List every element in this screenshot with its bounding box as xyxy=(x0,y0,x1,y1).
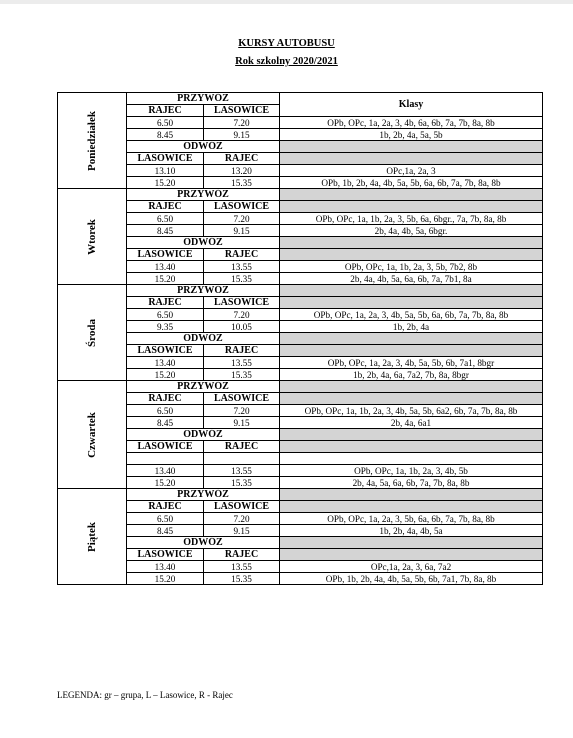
table-row xyxy=(58,297,543,309)
table-row xyxy=(58,249,543,261)
table-row xyxy=(58,333,543,345)
arrival-time: 15.35 xyxy=(204,177,280,189)
departure-time: 6.50 xyxy=(127,513,204,525)
arrival-time: 7.20 xyxy=(204,117,280,129)
table-row xyxy=(58,273,543,285)
klasy-cell: 1b, 2b, 4a, 6a, 7a2, 7b, 8a, 8bgr xyxy=(280,369,543,381)
grey-cell xyxy=(280,297,543,309)
przywoz-header: PRZYWÓZ xyxy=(127,381,280,393)
klasy-cell: OPb, OPc, 1a, 2a, 3, 4b, 6a, 6b, 7a, 7b, 8a, 8b xyxy=(280,117,543,129)
przywoz-header: PRZYWÓZ xyxy=(127,489,280,501)
table-row xyxy=(58,465,543,477)
klasy-cell: OPb, 1b, 2b, 4a, 4b, 5a, 5b, 6a, 6b, 7a, 7b, 8a, 8b xyxy=(280,177,543,189)
rajec-header: RAJEC xyxy=(204,345,280,357)
table-row xyxy=(58,309,543,321)
table-row xyxy=(58,453,543,465)
klasy-cell: OPb, OPc, 1a, 1b, 2a, 3, 5b, 7b2, 8b xyxy=(280,261,543,273)
table-row xyxy=(58,513,543,525)
departure-time: 9.35 xyxy=(127,321,204,333)
klasy-cell: OPc,1a, 2a, 3 xyxy=(280,165,543,177)
day-name: Poniedziałek xyxy=(85,110,98,171)
grey-cell xyxy=(280,381,543,393)
table-row xyxy=(58,237,543,249)
departure-time: 8.45 xyxy=(127,525,204,537)
arrival-time: 7.20 xyxy=(204,309,280,321)
departure-time: 13.40 xyxy=(127,465,204,477)
empty-cell xyxy=(127,453,204,465)
grey-cell xyxy=(280,201,543,213)
table-row xyxy=(58,93,543,105)
arrival-time: 7.20 xyxy=(204,405,280,417)
table-row xyxy=(58,345,543,357)
document-title: KURSY AUTOBUSU xyxy=(238,38,335,49)
table-row xyxy=(58,117,543,129)
table-row xyxy=(58,213,543,225)
odwoz-header: ODWÓZ xyxy=(127,141,280,153)
lasowice-header: LASOWICE xyxy=(127,549,204,561)
day-name: Wtorek xyxy=(85,218,98,255)
rajec-header: RAJEC xyxy=(204,153,280,165)
departure-time: 13.40 xyxy=(127,561,204,573)
klasy-cell: 1b, 2b, 4a, 5a, 5b xyxy=(280,129,543,141)
lasowice-header: LASOWICE xyxy=(127,153,204,165)
day-name: Czwartek xyxy=(85,411,98,458)
grey-cell xyxy=(280,333,543,345)
grey-cell xyxy=(280,489,543,501)
lasowice-header: LASOWICE xyxy=(204,297,280,309)
day-label xyxy=(58,285,127,381)
klasy-cell: OPb, OPc, 1a, 2a, 3, 5b, 6a, 6b, 7a, 7b, 8a, 8b xyxy=(280,513,543,525)
odwoz-header: ODWÓZ xyxy=(127,333,280,345)
rajec-header: RAJEC xyxy=(204,549,280,561)
rajec-header: RAJEC xyxy=(127,393,204,405)
table-row xyxy=(58,417,543,429)
departure-time: 13.40 xyxy=(127,261,204,273)
day-label xyxy=(58,93,127,189)
table-row xyxy=(58,525,543,537)
lasowice-header: LASOWICE xyxy=(127,345,204,357)
arrival-time: 15.35 xyxy=(204,477,280,489)
rajec-header: RAJEC xyxy=(127,201,204,213)
klasy-cell: OPb, OPc, 1a, 1b, 2a, 3, 5b, 6a, 6bgr., 7a, 7b, 8a, 8b xyxy=(280,213,543,225)
arrival-time: 15.35 xyxy=(204,273,280,285)
klasy-cell: 2b, 4a, 4b, 5a, 6a, 6b, 7a, 7b1, 8a xyxy=(280,273,543,285)
grey-cell xyxy=(280,237,543,249)
table-row xyxy=(58,489,543,501)
arrival-time: 13.55 xyxy=(204,561,280,573)
arrival-time: 9.15 xyxy=(204,417,280,429)
klasy-cell: 1b, 2b, 4a, 4b, 5a xyxy=(280,525,543,537)
rajec-header: RAJEC xyxy=(204,249,280,261)
klasy-cell: OPb, OPc, 1a, 1b, 2a, 3, 4b, 5a, 5b, 6a2, 6b, 7a, 7b, 8a, 8b xyxy=(280,405,543,417)
legend-text: LEGENDA: gr – grupa, L – Lasowice, R - Rajec xyxy=(57,690,233,700)
lasowice-header: LASOWICE xyxy=(204,501,280,513)
grey-cell xyxy=(280,549,543,561)
table-row xyxy=(58,393,543,405)
table-row xyxy=(58,405,543,417)
table-row xyxy=(58,165,543,177)
table-row xyxy=(58,261,543,273)
arrival-time: 10.05 xyxy=(204,321,280,333)
klasy-cell: OPb, OPc, 1a, 2a, 3, 4b, 5a, 5b, 6a, 6b, 7a, 7b, 8a, 8b xyxy=(280,309,543,321)
grey-cell xyxy=(280,429,543,441)
arrival-time: 9.15 xyxy=(204,129,280,141)
table-row xyxy=(58,537,543,549)
klasy-cell: 2b, 4a, 6a1 xyxy=(280,417,543,429)
grey-cell xyxy=(280,189,543,201)
table-row xyxy=(58,177,543,189)
grey-cell xyxy=(280,393,543,405)
rajec-header: RAJEC xyxy=(127,501,204,513)
przywoz-header: PRZYWÓZ xyxy=(127,93,280,105)
table-row xyxy=(58,321,543,333)
rajec-header: RAJEC xyxy=(204,441,280,453)
departure-time: 8.45 xyxy=(127,129,204,141)
grey-cell xyxy=(280,441,543,453)
departure-time: 8.45 xyxy=(127,225,204,237)
grey-cell xyxy=(280,285,543,297)
day-label xyxy=(58,189,127,285)
arrival-time: 13.55 xyxy=(204,465,280,477)
day-name: Środa xyxy=(85,318,98,347)
grey-cell xyxy=(280,501,543,513)
day-name: Piątek xyxy=(85,521,98,552)
lasowice-header: LASOWICE xyxy=(127,441,204,453)
klasy-cell: OPb, 1b, 2b, 4a, 4b, 5a, 5b, 6b, 7a1, 7b, 8a, 8b xyxy=(280,573,543,585)
lasowice-header: LASOWICE xyxy=(204,393,280,405)
empty-cell xyxy=(280,453,543,465)
viewer-top-bar xyxy=(0,0,573,4)
table-row xyxy=(58,429,543,441)
przywoz-header: PRZYWÓZ xyxy=(127,189,280,201)
arrival-time: 9.15 xyxy=(204,225,280,237)
klasy-header: Klasy xyxy=(280,93,543,117)
departure-time: 13.40 xyxy=(127,357,204,369)
table-row xyxy=(58,189,543,201)
day-label xyxy=(58,381,127,489)
odwoz-header: ODWÓZ xyxy=(127,429,280,441)
table-row xyxy=(58,441,543,453)
lasowice-header: LASOWICE xyxy=(204,201,280,213)
table-row xyxy=(58,153,543,165)
departure-time: 6.50 xyxy=(127,405,204,417)
table-row xyxy=(58,201,543,213)
klasy-cell: 2b, 4a, 4b, 5a, 6bgr. xyxy=(280,225,543,237)
departure-time: 15.20 xyxy=(127,177,204,189)
table-row xyxy=(58,573,543,585)
grey-cell xyxy=(280,345,543,357)
arrival-time: 15.35 xyxy=(204,573,280,585)
departure-time: 6.50 xyxy=(127,309,204,321)
table-row xyxy=(58,501,543,513)
grey-cell xyxy=(280,153,543,165)
grey-cell xyxy=(280,141,543,153)
rajec-header: RAJEC xyxy=(127,105,204,117)
grey-cell xyxy=(280,537,543,549)
school-year-subtitle: Rok szkolny 2020/2021 xyxy=(235,56,338,67)
lasowice-header: LASOWICE xyxy=(204,105,280,117)
klasy-cell: OPb, OPc, 1a, 1b, 2a, 3, 4b, 5b xyxy=(280,465,543,477)
rajec-header: RAJEC xyxy=(127,297,204,309)
table-row xyxy=(58,357,543,369)
arrival-time: 7.20 xyxy=(204,213,280,225)
arrival-time: 13.20 xyxy=(204,165,280,177)
klasy-cell: OPb, OPc, 1a, 2a, 3, 4b, 5a, 5b, 6b, 7a1, 8bgr xyxy=(280,357,543,369)
klasy-cell: OPc,1a, 2a, 3, 6a, 7a2 xyxy=(280,561,543,573)
klasy-cell: 1b, 2b, 4a xyxy=(280,321,543,333)
table-row xyxy=(58,561,543,573)
arrival-time: 13.55 xyxy=(204,261,280,273)
table-row xyxy=(58,285,543,297)
przywoz-header: PRZYWÓZ xyxy=(127,285,280,297)
departure-time: 13.10 xyxy=(127,165,204,177)
departure-time: 8.45 xyxy=(127,417,204,429)
departure-time: 15.20 xyxy=(127,477,204,489)
odwoz-header: ODWÓZ xyxy=(127,237,280,249)
arrival-time: 15.35 xyxy=(204,369,280,381)
table-row xyxy=(58,477,543,489)
table-row xyxy=(58,225,543,237)
grey-cell xyxy=(280,249,543,261)
day-label xyxy=(58,489,127,585)
lasowice-header: LASOWICE xyxy=(127,249,204,261)
arrival-time: 7.20 xyxy=(204,513,280,525)
table-row xyxy=(58,141,543,153)
bus-schedule-table xyxy=(57,92,543,585)
departure-time: 15.20 xyxy=(127,573,204,585)
table-row xyxy=(58,549,543,561)
odwoz-header: ODWÓZ xyxy=(127,537,280,549)
empty-cell xyxy=(204,453,280,465)
table-row xyxy=(58,369,543,381)
table-row xyxy=(58,381,543,393)
arrival-time: 13.55 xyxy=(204,357,280,369)
departure-time: 15.20 xyxy=(127,273,204,285)
departure-time: 6.50 xyxy=(127,117,204,129)
table-row xyxy=(58,129,543,141)
departure-time: 6.50 xyxy=(127,213,204,225)
klasy-cell: 2b, 4a, 5a, 6a, 6b, 7a, 7b, 8a, 8b xyxy=(280,477,543,489)
arrival-time: 9.15 xyxy=(204,525,280,537)
departure-time: 15.20 xyxy=(127,369,204,381)
